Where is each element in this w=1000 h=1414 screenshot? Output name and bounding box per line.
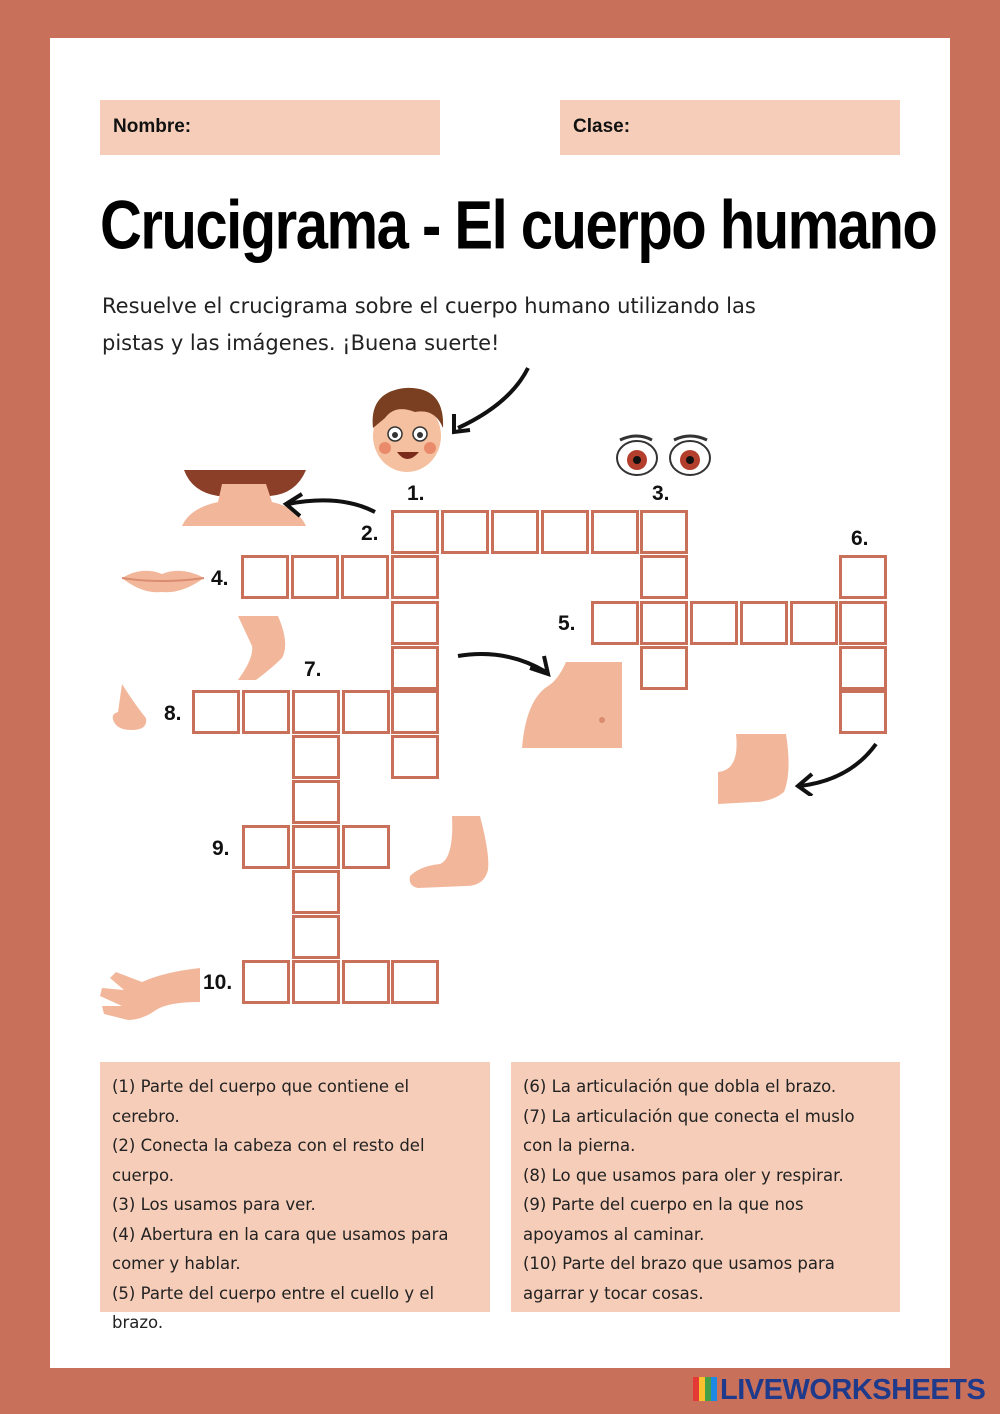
cell-input[interactable] — [494, 513, 536, 551]
arrow-to-neck — [280, 492, 380, 522]
arrow-to-head — [440, 364, 540, 444]
clues-box-left — [100, 1062, 490, 1332]
crossword-cell[interactable] — [591, 510, 639, 554]
crossword-cell[interactable] — [839, 555, 887, 599]
cell-input[interactable] — [244, 558, 286, 596]
clue-number-8: 8. — [164, 702, 182, 725]
cell-input[interactable] — [743, 604, 785, 642]
crossword-cell[interactable] — [292, 960, 340, 1004]
clue-number-10: 10. — [203, 971, 233, 994]
crossword-cell[interactable] — [292, 915, 340, 959]
cell-input[interactable] — [295, 828, 337, 866]
cell-input[interactable] — [295, 963, 337, 1001]
crossword-cell[interactable] — [441, 510, 489, 554]
cell-input[interactable] — [295, 693, 337, 731]
cell-input[interactable] — [394, 513, 436, 551]
cell-input[interactable] — [344, 558, 386, 596]
cell-input[interactable] — [394, 649, 436, 687]
cell-input[interactable] — [195, 693, 237, 731]
cell-input[interactable] — [643, 604, 685, 642]
nose-icon — [106, 682, 152, 734]
crossword-cell[interactable] — [242, 960, 290, 1004]
clue-text: brazo. — [112, 1313, 164, 1332]
logo-text: LIVEWORKSHEETS — [720, 1374, 986, 1406]
crossword-cell[interactable] — [391, 601, 439, 645]
crossword-cell[interactable] — [391, 690, 439, 734]
crossword-cell[interactable] — [391, 510, 439, 554]
cell-input[interactable] — [394, 693, 436, 731]
crossword-cell[interactable] — [491, 510, 539, 554]
cell-input[interactable] — [295, 873, 337, 911]
clue-text: (2) Conecta la cabeza con el resto del — [112, 1136, 425, 1155]
instructions-line-1: Resuelve el crucigrama sobre el cuerpo humano utilizando las — [102, 294, 756, 318]
cell-input[interactable] — [394, 963, 436, 1001]
crossword-cell[interactable] — [839, 690, 887, 734]
clue-text: (10) Parte del brazo que usamos para — [523, 1254, 835, 1273]
clue-text: (6) La articulación que dobla el brazo. — [523, 1077, 837, 1096]
name-field[interactable] — [100, 100, 440, 155]
name-label: Nombre: — [113, 116, 192, 137]
class-field[interactable] — [560, 100, 900, 155]
elbow-icon — [714, 732, 794, 806]
clue-number-7: 7. — [304, 658, 322, 681]
crossword-cell[interactable] — [640, 646, 688, 690]
clue-text: agarrar y tocar cosas. — [523, 1283, 704, 1303]
cell-input[interactable] — [544, 513, 586, 551]
cell-input[interactable] — [345, 693, 387, 731]
crossword-cell[interactable] — [292, 870, 340, 914]
clue-text: (1) Parte del cuerpo que contiene el cerebro. — [112, 1077, 410, 1126]
cell-input[interactable] — [245, 828, 287, 866]
crossword-cell[interactable] — [391, 646, 439, 690]
clue-text: (3) Los usamos para ver. — [112, 1195, 316, 1214]
lips-icon — [120, 562, 206, 596]
clue-number-6: 6. — [851, 527, 869, 550]
clue-text: (8) Lo que usamos para oler y respirar. — [523, 1165, 844, 1185]
cell-input[interactable] — [394, 738, 436, 776]
foot-icon — [406, 814, 494, 890]
clue-number-5: 5. — [558, 612, 576, 635]
crossword-cell[interactable] — [391, 960, 439, 1004]
crossword-cell[interactable] — [640, 601, 688, 645]
crossword-cell[interactable] — [839, 601, 887, 645]
cell-input[interactable] — [245, 963, 287, 1001]
clue-text: (4) Abertura en la cara que usamos para — [112, 1224, 449, 1244]
cell-input[interactable] — [594, 513, 636, 551]
crossword-cell[interactable] — [740, 601, 788, 645]
clue-text: cuerpo. — [112, 1165, 174, 1185]
crossword-cell[interactable] — [292, 780, 340, 824]
cell-input[interactable] — [842, 649, 884, 687]
clue-text: apoyamos al caminar. — [523, 1224, 705, 1244]
hand-icon — [98, 962, 202, 1024]
crossword-cell[interactable] — [790, 601, 838, 645]
instructions — [102, 288, 862, 362]
cell-input[interactable] — [295, 738, 337, 776]
clue-text: comer y hablar. — [112, 1254, 241, 1273]
crossword-cell[interactable] — [391, 735, 439, 779]
arrow-to-elbow — [790, 740, 882, 796]
crossword-cell[interactable] — [242, 825, 290, 869]
crossword-cell[interactable] — [391, 555, 439, 599]
crossword-cell[interactable] — [690, 601, 738, 645]
cell-input[interactable] — [643, 513, 685, 551]
cell-input[interactable] — [643, 649, 685, 687]
cell-input[interactable] — [295, 918, 337, 956]
cell-input[interactable] — [594, 604, 636, 642]
clue-text: (9) Parte del cuerpo en la que nos — [523, 1195, 804, 1214]
cell-input[interactable] — [295, 783, 337, 821]
cell-input[interactable] — [294, 558, 336, 596]
cell-input[interactable] — [394, 558, 436, 596]
cell-input[interactable] — [643, 558, 685, 596]
cell-input[interactable] — [793, 604, 835, 642]
liveworksheets-logo — [693, 1374, 985, 1407]
crossword-cell[interactable] — [341, 555, 389, 599]
crossword-cell[interactable] — [839, 646, 887, 690]
cell-input[interactable] — [842, 693, 884, 731]
crossword-cell[interactable] — [640, 555, 688, 599]
crossword-cell[interactable] — [640, 510, 688, 554]
cell-input[interactable] — [345, 963, 387, 1001]
cell-input[interactable] — [444, 513, 486, 551]
instructions-line-2: pistas y las imágenes. ¡Buena suerte! — [102, 331, 500, 355]
crossword-cell[interactable] — [342, 825, 390, 869]
cell-input[interactable] — [345, 828, 387, 866]
clue-number-9: 9. — [212, 837, 230, 860]
clue-text: (5) Parte del cuerpo entre el cuello y el — [112, 1283, 435, 1303]
crossword-cell[interactable] — [292, 825, 340, 869]
page-title: Crucigrama - El cuerpo humano — [100, 187, 937, 264]
cell-input[interactable] — [842, 558, 884, 596]
cell-input[interactable] — [394, 604, 436, 642]
logo-mark-icon — [693, 1377, 717, 1401]
cell-input[interactable] — [693, 604, 735, 642]
class-label: Clase: — [573, 116, 631, 137]
crossword-cell[interactable] — [292, 690, 340, 734]
clue-number-2: 2. — [361, 522, 379, 545]
eyes-icon — [612, 434, 718, 478]
shoulder-icon — [518, 660, 626, 750]
crossword-cell[interactable] — [241, 555, 289, 599]
crossword-cell[interactable] — [541, 510, 589, 554]
knee-icon — [232, 614, 294, 682]
clue-number-1: 1. — [407, 482, 425, 505]
crossword-cell[interactable] — [342, 960, 390, 1004]
clue-number-4: 4. — [211, 567, 229, 590]
crossword-cell[interactable] — [242, 690, 290, 734]
crossword-cell[interactable] — [292, 735, 340, 779]
crossword-cell[interactable] — [192, 690, 240, 734]
clue-text: con la pierna. — [523, 1136, 636, 1155]
clue-number-3: 3. — [652, 482, 670, 505]
clue-text: (7) La articulación que conecta el muslo — [523, 1106, 855, 1126]
cell-input[interactable] — [842, 604, 884, 642]
crossword-cell[interactable] — [342, 690, 390, 734]
clues-box-right — [511, 1062, 900, 1312]
crossword-cell[interactable] — [591, 601, 639, 645]
cell-input[interactable] — [245, 693, 287, 731]
crossword-cell[interactable] — [291, 555, 339, 599]
